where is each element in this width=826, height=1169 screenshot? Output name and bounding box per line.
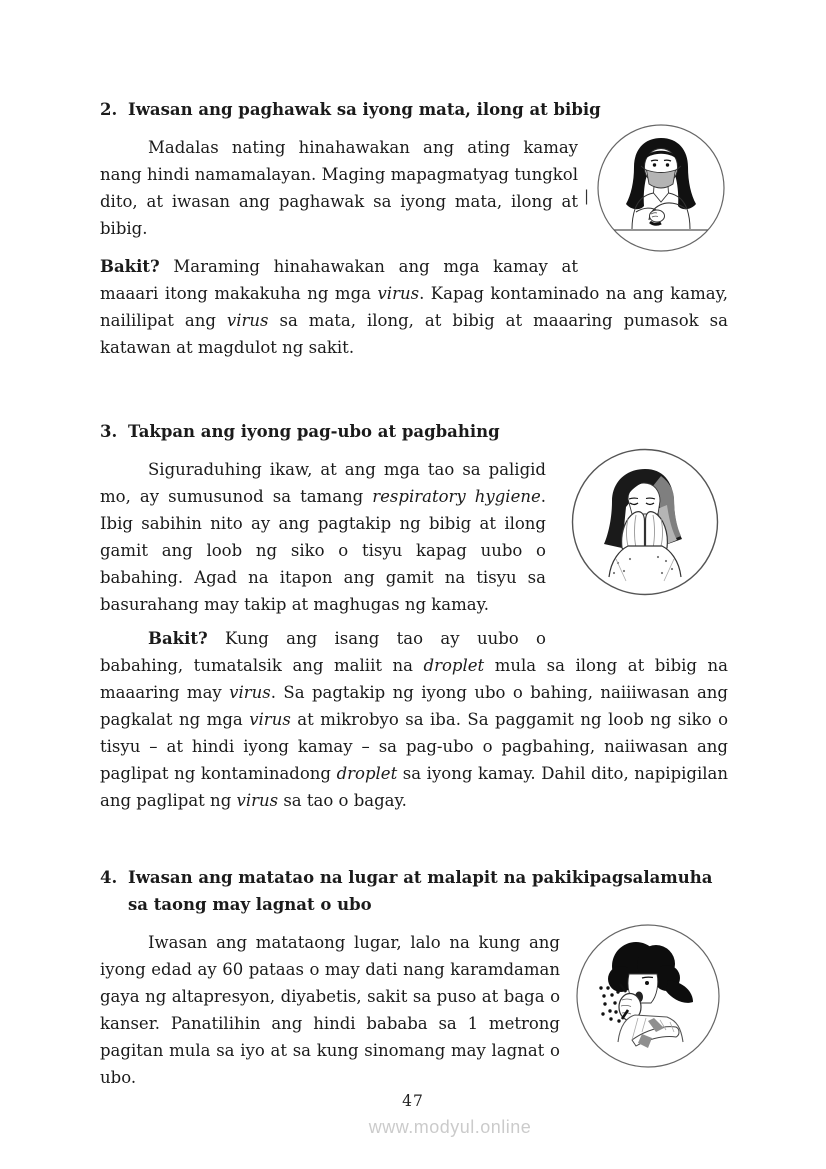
section-3-title: Takpan ang iyong pag-ubo at pagbahing xyxy=(128,422,500,441)
coughing-droplets-icon xyxy=(574,922,722,1070)
section-2-intro-paragraph: Madalas nating hinahawakan ang ating kamay nang hindi namamalayan. Maging mapagmatyag tungkol dito, at iwasan ang paghawak sa iyong mata, ilong at bibig. xyxy=(100,138,578,238)
section-4 xyxy=(100,864,728,1091)
section-3-heading xyxy=(100,418,728,445)
section-2 xyxy=(100,96,728,361)
section-3-number: 3. xyxy=(100,422,118,441)
section-2-bakit-paragraph: Bakit? Maraming hinahawakan ang mga kamay at maaari itong makakuha ng mga virus. Kapag kontaminado na ang kamay, naililipat ang virus sa mata, ilong, at bibig at maaaring pumasok sa katawan at magdulot ng sakit. xyxy=(100,257,728,357)
section-4-title: Iwasan ang matatao na lugar at malapit na pakikipagsalamuha sa taong may lagnat o ubo xyxy=(128,868,713,914)
illustration-coughing-person xyxy=(574,922,722,1072)
section-3-bakit-paragraph: Bakit? Kung ang isang tao ay uubo o babahing, tumatalsik ang maliit na droplet mula sa ilong at bibig na maaaring may virus. Sa pagtakip ng iyong ubo o bahing, naiiiwasan ang pagkalat ng mga virus at mikrobyo sa iba. Sa paggamit ng loob ng siko o tisyu – at hindi iyong kamay – sa pag-ubo o pagbahing, naiiwasan ang paglipat ng kontaminadong droplet sa iyong kamay. Dahil dito, napipigilan ang paglipat ng virus sa tao o bagay. xyxy=(100,629,729,810)
woman-mask-icon xyxy=(596,123,726,253)
covering-cough-icon xyxy=(570,447,720,597)
section-2-title: Iwasan ang paghawak sa iyong mata, ilong at bibig xyxy=(128,100,601,119)
section-2-number: 2. xyxy=(100,100,118,119)
section-2-heading xyxy=(100,96,728,123)
stray-text-artifact: | xyxy=(584,187,590,205)
page-content xyxy=(100,96,728,1091)
watermark-text: www.modyul.online xyxy=(368,1117,532,1137)
illustration-woman-face-mask xyxy=(596,123,726,263)
section-4-number: 4. xyxy=(100,868,118,887)
illustration-covering-cough xyxy=(570,447,720,635)
page-number: 47 xyxy=(402,1092,424,1110)
section-4-intro-paragraph: Iwasan ang matataong lugar, lalo na kung ang iyong edad ay 60 pataas o may dati nang karamdaman gaya ng altapresyon, diyabetis, sakit sa puso at baga o kanser. Panatilihin ang hindi bababa sa 1 metrong pagitan mula sa iyo at sa kung sinomang may lagnat o ubo. xyxy=(100,933,560,1087)
section-3-intro-paragraph: Siguraduhing ikaw, at ang mga tao sa paligid mo, ay sumusunod sa tamang respiratory hygiene. Ibig sabihin nito ay ang pagtakip ng bibig at ilong gamit ang loob ng siko o tisyu kapag uubo o babahing. Agad na itapon ang gamit na tisyu sa basurahang may takip at maghugas ng kamay. xyxy=(100,460,546,614)
section-4-heading xyxy=(100,864,728,918)
section-3 xyxy=(100,418,728,814)
